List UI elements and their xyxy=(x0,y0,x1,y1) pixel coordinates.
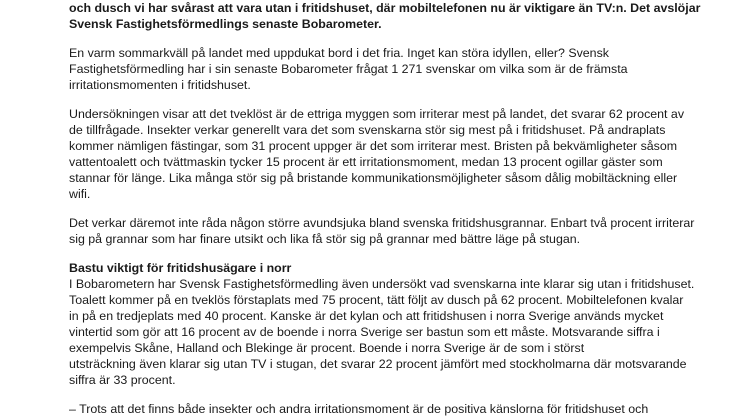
section-line: utsträckning även klarar sig utan TV i stugan, det svarar 22 procent jämfört med stockholmarna där motsvarande xyxy=(69,357,687,371)
paragraph-line: irritationsmomenten i fritidshuset. xyxy=(69,78,251,92)
paragraph-line: En varm sommarkväll på landet med uppdukat bord i det fria. Inget kan störa idyllen, eller? Svensk xyxy=(69,46,609,60)
lead-line: Svensk Fastighetsförmedlings senaste Bobarometer. xyxy=(69,17,382,31)
paragraph-line: Undersökningen visar att det tveklöst är de ettriga myggen som irriterar mest på landet, det svarar 62 procent av xyxy=(69,107,685,121)
section-line: siffra är 33 procent. xyxy=(69,373,176,387)
lead-line: och dusch vi har svårast att vara utan i fritidshuset, där mobiltelefonen nu är viktigare än TV:n. Det avslöjar xyxy=(69,1,701,15)
paragraph-line: kommer nämligen fästingar, som 31 procent uppger är det som irriterar mest. Bristen på bekvämligheter såsom xyxy=(69,139,678,153)
paragraph-line: sig på grannar som har finare utsikt och lika få stör sig på grannar med bättre läge på stugan. xyxy=(69,232,581,246)
paragraph-line: Det verkar däremot inte råda någon större avundsjuka bland svenska fritidshusgrannar. Enbart två procent irriterar xyxy=(69,216,695,230)
section-line: in på en tredjeplats med 40 procent. Kanske är det kylan och att fritidshusen i norra Sverige används mycket xyxy=(69,309,664,323)
closing-line: – Trots att det finns både insekter och andra irritationsmoment är de positiva känslorna för fritidshuset och xyxy=(69,402,649,416)
section-heading: Bastu viktigt för fritidshusägare i norr xyxy=(69,261,292,275)
paragraph-line: vattentoalett och tvättmaskin tycker 15 procent är ett irritationsmoment, medan 13 procent ogillar gäster som xyxy=(69,155,663,169)
paragraph-line: stannar för länge. Lika många stör sig på bristande kommunikationsmöjligheter såsom dålig mobiltäckning eller xyxy=(69,171,678,185)
section-line: Toalett kommer på en tveklös förstaplats med 75 procent, tätt följt av dusch på 62 procent. Mobiltelefonen kvalar xyxy=(69,293,684,307)
section-line: exempelvis Skåne, Halland och Blekinge är procent. Boende i norra Sverige är de som i störst xyxy=(69,341,585,355)
section-line: I Bobarometern har Svensk Fastighetsförmedling även undersökt vad svenskarna inte klarar sig utan i fritidshuset. xyxy=(69,277,695,291)
paragraph-line: de tillfrågade. Insekter verkar generellt vara det som svenskarna stör sig mest på i fritidshuset. På andraplats xyxy=(69,123,666,137)
paragraph-line: Fastighetsförmedling har i sin senaste Bobarometer frågat 1 271 svenskar om vilka som är de främsta xyxy=(69,62,628,76)
paragraph-line: wifi. xyxy=(69,187,91,201)
section-line: vintertid som gör att 16 procent av de boende i norra Sverige ser bastun som ett måste. Motsvarande siffra i xyxy=(69,325,660,339)
